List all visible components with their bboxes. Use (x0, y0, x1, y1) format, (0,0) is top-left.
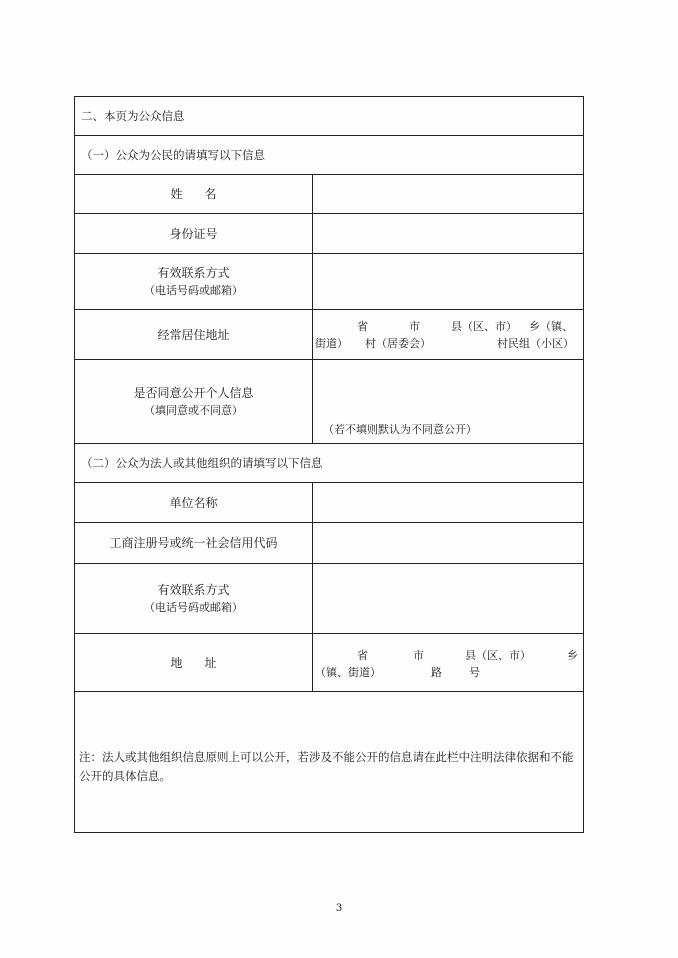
organization-address-town: （镇、街道） (315, 666, 381, 679)
citizen-address-field[interactable] (313, 310, 583, 359)
citizen-section-heading (75, 136, 583, 175)
organization-registration-label: 工商注册号或统一社会信用代码 (109, 536, 278, 550)
organization-heading-text: （二）公众为法人或其他组织的请填写以下信息 (81, 456, 323, 470)
citizen-consent-default-note: （若不填则默认为不同意公开） (323, 423, 477, 436)
organization-address-field[interactable] (313, 634, 583, 691)
organization-address-city: 市 (413, 649, 424, 662)
citizen-address-street: 街道） (315, 337, 348, 350)
organization-section-heading (75, 444, 583, 483)
citizen-address-label: 经常居住地址 (157, 327, 230, 342)
citizen-contact-label-cell (75, 254, 313, 309)
organization-registration-field[interactable] (313, 523, 583, 563)
citizen-contact-hint: （电话号码或邮箱） (144, 283, 243, 297)
organization-address-row (75, 634, 583, 692)
citizen-name-label-cell (75, 175, 313, 213)
citizen-name-label: 姓名 (170, 187, 239, 201)
organization-address-road: 路 (431, 666, 442, 679)
public-info-form (74, 96, 584, 833)
citizen-id-field[interactable] (313, 214, 583, 253)
citizen-address-city: 市 (409, 320, 420, 333)
citizen-id-row (75, 214, 583, 254)
citizen-consent-hint: （填同意或不同意） (144, 403, 243, 417)
citizen-address-province: 省 (357, 320, 368, 333)
citizen-contact-row (75, 254, 583, 310)
citizen-consent-label: 是否同意公开个人信息 (133, 385, 254, 400)
organization-contact-row (75, 564, 583, 634)
organization-address-county: 县（区、市） (465, 649, 531, 662)
organization-registration-row (75, 523, 583, 564)
organization-registration-label-cell (75, 523, 313, 563)
organization-address-province: 省 (357, 649, 368, 662)
citizen-id-label: 身份证号 (169, 226, 218, 241)
citizen-id-label-cell (75, 214, 313, 253)
citizen-name-row (75, 175, 583, 214)
organization-unit-row (75, 483, 583, 523)
citizen-consent-row (75, 360, 583, 444)
citizen-heading-text: （一）公众为公民的请填写以下信息 (81, 148, 265, 162)
citizen-address-row (75, 310, 583, 360)
organization-address-number: 号 (469, 666, 480, 679)
citizen-consent-field[interactable] (313, 360, 583, 443)
citizen-address-village: 村（居委会） (365, 337, 431, 350)
organization-note: 注：法人或其他组织信息原则上可以公开，若涉及不能公开的信息请在此栏中注明法律依据和不能公开的具体信息。 (79, 750, 574, 783)
citizen-address-group: 村民组（小区） (497, 337, 574, 350)
section-public-info (75, 97, 583, 136)
organization-contact-field[interactable] (313, 564, 583, 633)
organization-address-label-cell (75, 634, 313, 691)
section-title: 二、本页为公众信息 (81, 109, 185, 123)
organization-contact-label: 有效联系方式 (157, 582, 230, 597)
citizen-name-field[interactable] (313, 175, 583, 213)
organization-contact-label-cell (75, 564, 313, 633)
organization-address-label: 地址 (170, 655, 239, 670)
organization-unit-field[interactable] (313, 483, 583, 522)
organization-unit-label: 单位名称 (169, 495, 218, 510)
citizen-address-township: 乡（镇、 (529, 320, 573, 333)
organization-note-row[interactable] (75, 692, 583, 832)
citizen-address-county: 县（区、市） (451, 320, 517, 333)
citizen-contact-label: 有效联系方式 (157, 265, 230, 280)
citizen-contact-field[interactable] (313, 254, 583, 309)
organization-contact-hint: （电话号码或邮箱） (144, 600, 243, 614)
citizen-address-label-cell (75, 310, 313, 359)
organization-unit-label-cell (75, 483, 313, 522)
organization-address-township: 乡 (567, 649, 578, 662)
page-number: 3 (335, 903, 343, 914)
citizen-consent-label-cell (75, 360, 313, 443)
